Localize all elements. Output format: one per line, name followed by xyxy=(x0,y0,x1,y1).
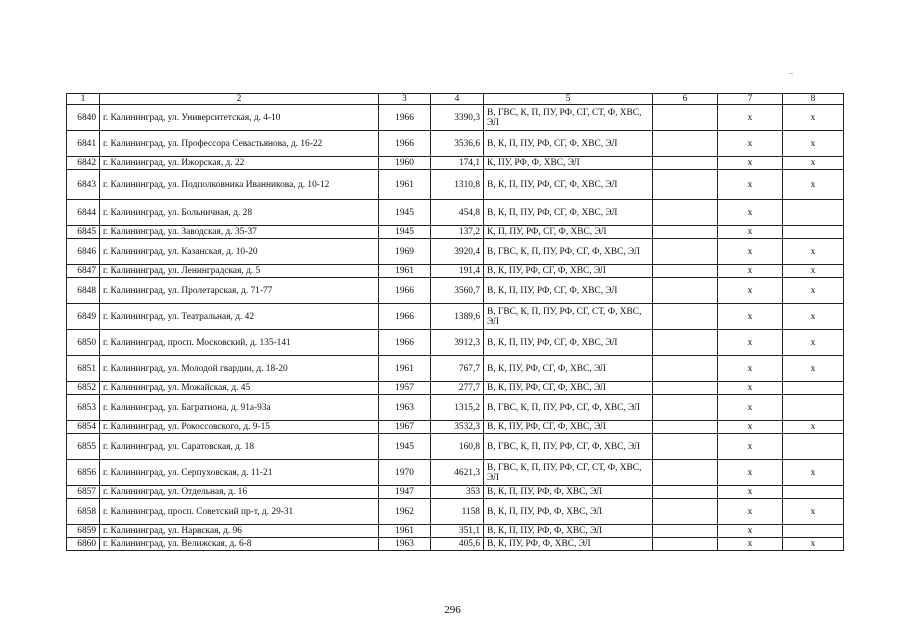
col7-mark: x xyxy=(718,131,783,157)
area-cell: 351,1 xyxy=(431,525,484,538)
year-cell: 1961 xyxy=(379,170,431,200)
year-cell: 1966 xyxy=(379,278,431,304)
table-header xyxy=(67,94,844,105)
col8-mark: x xyxy=(783,538,844,551)
work-types-cell: В, К, П, ПУ, РФ, СГ, Ф, ХВС, ЭЛ xyxy=(484,131,653,157)
col8-mark: x xyxy=(783,278,844,304)
col6-cell xyxy=(653,538,718,551)
col8-mark xyxy=(783,226,844,239)
row-number: 6842 xyxy=(67,157,100,170)
year-cell: 1961 xyxy=(379,525,431,538)
col8-mark: x xyxy=(783,105,844,131)
address-cell: г. Калининград, ул. Университетская, д. 4-10 xyxy=(100,105,379,131)
col7-mark: x xyxy=(718,170,783,200)
address-cell: г. Калининград, ул. Саратовская, д. 18 xyxy=(100,434,379,460)
col7-mark: x xyxy=(718,486,783,499)
header-col-2: 2 xyxy=(100,94,379,105)
row-number: 6849 xyxy=(67,304,100,330)
row-number: 6846 xyxy=(67,239,100,265)
col6-cell xyxy=(653,395,718,421)
area-cell: 3560,7 xyxy=(431,278,484,304)
area-cell: 3912,3 xyxy=(431,330,484,356)
page-number: 296 xyxy=(444,604,461,616)
address-cell: г. Калининград, ул. Казанская, д. 10-20 xyxy=(100,239,379,265)
col7-mark: x xyxy=(718,239,783,265)
address-cell: г. Калининград, просп. Советский пр-т, д. 29-31 xyxy=(100,499,379,525)
row-number: 6843 xyxy=(67,170,100,200)
work-types-cell: В, К, ПУ, РФ, СГ, Ф, ХВС, ЭЛ xyxy=(484,265,653,278)
work-types-cell: В, К, ПУ, РФ, СГ, Ф, ХВС, ЭЛ xyxy=(484,356,653,382)
table-row xyxy=(67,434,844,460)
address-cell: г. Калининград, ул. Ленинградская, д. 5 xyxy=(100,265,379,278)
table-row xyxy=(67,200,844,226)
address-cell: г. Калининград, ул. Нарвская, д. 96 xyxy=(100,525,379,538)
year-cell: 1945 xyxy=(379,434,431,460)
table-row xyxy=(67,239,844,265)
year-cell: 1969 xyxy=(379,239,431,265)
address-cell: г. Калининград, ул. Подполковника Иванникова, д. 10-12 xyxy=(100,170,379,200)
table-row xyxy=(67,278,844,304)
col6-cell xyxy=(653,499,718,525)
header-col-7: 7 xyxy=(718,94,783,105)
area-cell: 405,6 xyxy=(431,538,484,551)
work-types-cell: В, К, П, ПУ, РФ, СГ, Ф, ХВС, ЭЛ xyxy=(484,200,653,226)
col7-mark: x xyxy=(718,265,783,278)
year-cell: 1957 xyxy=(379,382,431,395)
col8-mark: x xyxy=(783,239,844,265)
table-row xyxy=(67,170,844,200)
address-cell: г. Калининград, ул. Ижорская, д. 22 xyxy=(100,157,379,170)
year-cell: 1961 xyxy=(379,356,431,382)
address-cell: г. Калининград, ул. Велижская, д. 6-8 xyxy=(100,538,379,551)
col6-cell xyxy=(653,330,718,356)
year-cell: 1966 xyxy=(379,131,431,157)
col8-mark: x xyxy=(783,499,844,525)
col8-mark xyxy=(783,395,844,421)
col6-cell xyxy=(653,356,718,382)
col7-mark: x xyxy=(718,330,783,356)
col6-cell xyxy=(653,382,718,395)
address-cell: г. Калининград, ул. Отдельная, д. 16 xyxy=(100,486,379,499)
col6-cell xyxy=(653,486,718,499)
row-number: 6855 xyxy=(67,434,100,460)
area-cell: 174,1 xyxy=(431,157,484,170)
col7-mark: x xyxy=(718,525,783,538)
table-body xyxy=(67,105,844,551)
row-number: 6845 xyxy=(67,226,100,239)
col7-mark: x xyxy=(718,200,783,226)
col6-cell xyxy=(653,421,718,434)
col7-mark: x xyxy=(718,460,783,486)
work-types-cell: В, К, П, ПУ, РФ, Ф, ХВС, ЭЛ xyxy=(484,499,653,525)
work-types-cell: В, К, П, ПУ, РФ, СГ, Ф, ХВС, ЭЛ xyxy=(484,330,653,356)
row-number: 6847 xyxy=(67,265,100,278)
year-cell: 1962 xyxy=(379,499,431,525)
area-cell: 137,2 xyxy=(431,226,484,239)
col7-mark: x xyxy=(718,434,783,460)
work-types-cell: К, П, ПУ, РФ, СГ, Ф, ХВС, ЭЛ xyxy=(484,226,653,239)
header-col-1: 1 xyxy=(67,94,100,105)
table-row xyxy=(67,395,844,421)
address-cell: г. Калининград, ул. Можайская, д. 45 xyxy=(100,382,379,395)
area-cell: 1310,8 xyxy=(431,170,484,200)
address-cell: г. Калининград, ул. Заводская, д. 35-37 xyxy=(100,226,379,239)
header-col-4: 4 xyxy=(431,94,484,105)
col6-cell xyxy=(653,434,718,460)
header-col-8: 8 xyxy=(783,94,844,105)
table-row xyxy=(67,421,844,434)
col7-mark: x xyxy=(718,421,783,434)
col8-mark xyxy=(783,434,844,460)
address-cell: г. Калининград, ул. Багратиона, д. 91а-93а xyxy=(100,395,379,421)
area-cell: 277,7 xyxy=(431,382,484,395)
col7-mark: x xyxy=(718,304,783,330)
col6-cell xyxy=(653,226,718,239)
row-number: 6856 xyxy=(67,460,100,486)
work-types-cell: В, ГВС, К, П, ПУ, РФ, СГ, Ф, ХВС, ЭЛ xyxy=(484,434,653,460)
row-number: 6844 xyxy=(67,200,100,226)
work-types-cell: В, К, П, ПУ, РФ, СГ, Ф, ХВС, ЭЛ xyxy=(484,170,653,200)
col7-mark: x xyxy=(718,105,783,131)
work-types-cell: В, ГВС, К, П, ПУ, РФ, СГ, СТ, Ф, ХВС, ЭЛ xyxy=(484,460,653,486)
col6-cell xyxy=(653,265,718,278)
col8-mark: x xyxy=(783,304,844,330)
col6-cell xyxy=(653,460,718,486)
table-row xyxy=(67,265,844,278)
col7-mark: x xyxy=(718,278,783,304)
col8-mark xyxy=(783,382,844,395)
year-cell: 1966 xyxy=(379,105,431,131)
col6-cell xyxy=(653,157,718,170)
col6-cell xyxy=(653,200,718,226)
col6-cell xyxy=(653,525,718,538)
col6-cell xyxy=(653,239,718,265)
col6-cell xyxy=(653,105,718,131)
table-row xyxy=(67,525,844,538)
row-number: 6859 xyxy=(67,525,100,538)
address-cell: г. Калининград, ул. Больничная, д. 28 xyxy=(100,200,379,226)
table-row xyxy=(67,131,844,157)
year-cell: 1947 xyxy=(379,486,431,499)
col8-mark xyxy=(783,525,844,538)
table-row xyxy=(67,356,844,382)
work-types-cell: К, ПУ, РФ, Ф, ХВС, ЭЛ xyxy=(484,157,653,170)
address-cell: г. Калининград, ул. Профессора Севастьянова, д. 16-22 xyxy=(100,131,379,157)
year-cell: 1960 xyxy=(379,157,431,170)
col7-mark: x xyxy=(718,382,783,395)
col6-cell xyxy=(653,131,718,157)
row-number: 6850 xyxy=(67,330,100,356)
work-types-cell: В, ГВС, К, П, ПУ, РФ, СГ, Ф, ХВС, ЭЛ xyxy=(484,395,653,421)
col7-mark: x xyxy=(718,499,783,525)
col8-mark: x xyxy=(783,460,844,486)
header-col-5: 5 xyxy=(484,94,653,105)
area-cell: 3536,6 xyxy=(431,131,484,157)
col8-mark: x xyxy=(783,330,844,356)
col8-mark: x xyxy=(783,265,844,278)
area-cell: 454,8 xyxy=(431,200,484,226)
row-number: 6853 xyxy=(67,395,100,421)
table-row xyxy=(67,499,844,525)
work-types-cell: В, К, П, ПУ, РФ, Ф, ХВС, ЭЛ xyxy=(484,486,653,499)
col6-cell xyxy=(653,304,718,330)
col7-mark: x xyxy=(718,226,783,239)
work-types-cell: В, К, ПУ, РФ, СГ, Ф, ХВС, ЭЛ xyxy=(484,421,653,434)
col6-cell xyxy=(653,278,718,304)
table-row xyxy=(67,486,844,499)
col8-mark: x xyxy=(783,157,844,170)
col6-cell xyxy=(653,170,718,200)
table-row xyxy=(67,304,844,330)
row-number: 6854 xyxy=(67,421,100,434)
col7-mark: x xyxy=(718,356,783,382)
col7-mark: x xyxy=(718,538,783,551)
work-types-cell: В, К, ПУ, РФ, Ф, ХВС, ЭЛ xyxy=(484,538,653,551)
area-cell: 767,7 xyxy=(431,356,484,382)
table-row xyxy=(67,105,844,131)
year-cell: 1963 xyxy=(379,538,431,551)
table-row xyxy=(67,538,844,551)
address-cell: г. Калининград, ул. Серпуховская, д. 11-21 xyxy=(100,460,379,486)
year-cell: 1967 xyxy=(379,421,431,434)
area-cell: 1158 xyxy=(431,499,484,525)
address-cell: г. Калининград, ул. Молодой гвардии, д. 18-20 xyxy=(100,356,379,382)
year-cell: 1945 xyxy=(379,226,431,239)
work-types-cell: В, ГВС, К, П, ПУ, РФ, СГ, Ф, ХВС, ЭЛ xyxy=(484,239,653,265)
year-cell: 1970 xyxy=(379,460,431,486)
table-row xyxy=(67,226,844,239)
table-row xyxy=(67,460,844,486)
area-cell: 3532,3 xyxy=(431,421,484,434)
col8-mark xyxy=(783,200,844,226)
housing-registry-table xyxy=(66,93,844,551)
table-row xyxy=(67,157,844,170)
header-col-3: 3 xyxy=(379,94,431,105)
col8-mark: x xyxy=(783,170,844,200)
year-cell: 1961 xyxy=(379,265,431,278)
address-cell: г. Калининград, ул. Рокоссовского, д. 9-15 xyxy=(100,421,379,434)
scan-mark xyxy=(789,73,793,74)
row-number: 6857 xyxy=(67,486,100,499)
work-types-cell: В, К, П, ПУ, РФ, Ф, ХВС, ЭЛ xyxy=(484,525,653,538)
col8-mark xyxy=(783,486,844,499)
area-cell: 353 xyxy=(431,486,484,499)
area-cell: 1315,2 xyxy=(431,395,484,421)
table-row xyxy=(67,330,844,356)
col8-mark: x xyxy=(783,421,844,434)
area-cell: 160,8 xyxy=(431,434,484,460)
col8-mark: x xyxy=(783,131,844,157)
row-number: 6858 xyxy=(67,499,100,525)
address-cell: г. Калининград, просп. Московский, д. 135-141 xyxy=(100,330,379,356)
work-types-cell: В, К, ПУ, РФ, СГ, Ф, ХВС, ЭЛ xyxy=(484,382,653,395)
row-number: 6848 xyxy=(67,278,100,304)
area-cell: 191,4 xyxy=(431,265,484,278)
row-number: 6860 xyxy=(67,538,100,551)
row-number: 6851 xyxy=(67,356,100,382)
address-cell: г. Калининград, ул. Театральная, д. 42 xyxy=(100,304,379,330)
area-cell: 3390,3 xyxy=(431,105,484,131)
area-cell: 3920,4 xyxy=(431,239,484,265)
work-types-cell: В, ГВС, К, П, ПУ, РФ, СГ, СТ, Ф, ХВС, ЭЛ xyxy=(484,105,653,131)
year-cell: 1963 xyxy=(379,395,431,421)
year-cell: 1966 xyxy=(379,330,431,356)
row-number: 6852 xyxy=(67,382,100,395)
row-number: 6841 xyxy=(67,131,100,157)
header-col-6: 6 xyxy=(653,94,718,105)
col7-mark: x xyxy=(718,157,783,170)
col8-mark: x xyxy=(783,356,844,382)
area-cell: 1389,6 xyxy=(431,304,484,330)
work-types-cell: В, К, П, ПУ, РФ, СГ, Ф, ХВС, ЭЛ xyxy=(484,278,653,304)
year-cell: 1945 xyxy=(379,200,431,226)
area-cell: 4621,3 xyxy=(431,460,484,486)
table-row xyxy=(67,382,844,395)
col7-mark: x xyxy=(718,395,783,421)
year-cell: 1966 xyxy=(379,304,431,330)
row-number: 6840 xyxy=(67,105,100,131)
address-cell: г. Калининград, ул. Пролетарская, д. 71-77 xyxy=(100,278,379,304)
work-types-cell: В, ГВС, К, П, ПУ, РФ, СГ, СТ, Ф, ХВС, ЭЛ xyxy=(484,304,653,330)
